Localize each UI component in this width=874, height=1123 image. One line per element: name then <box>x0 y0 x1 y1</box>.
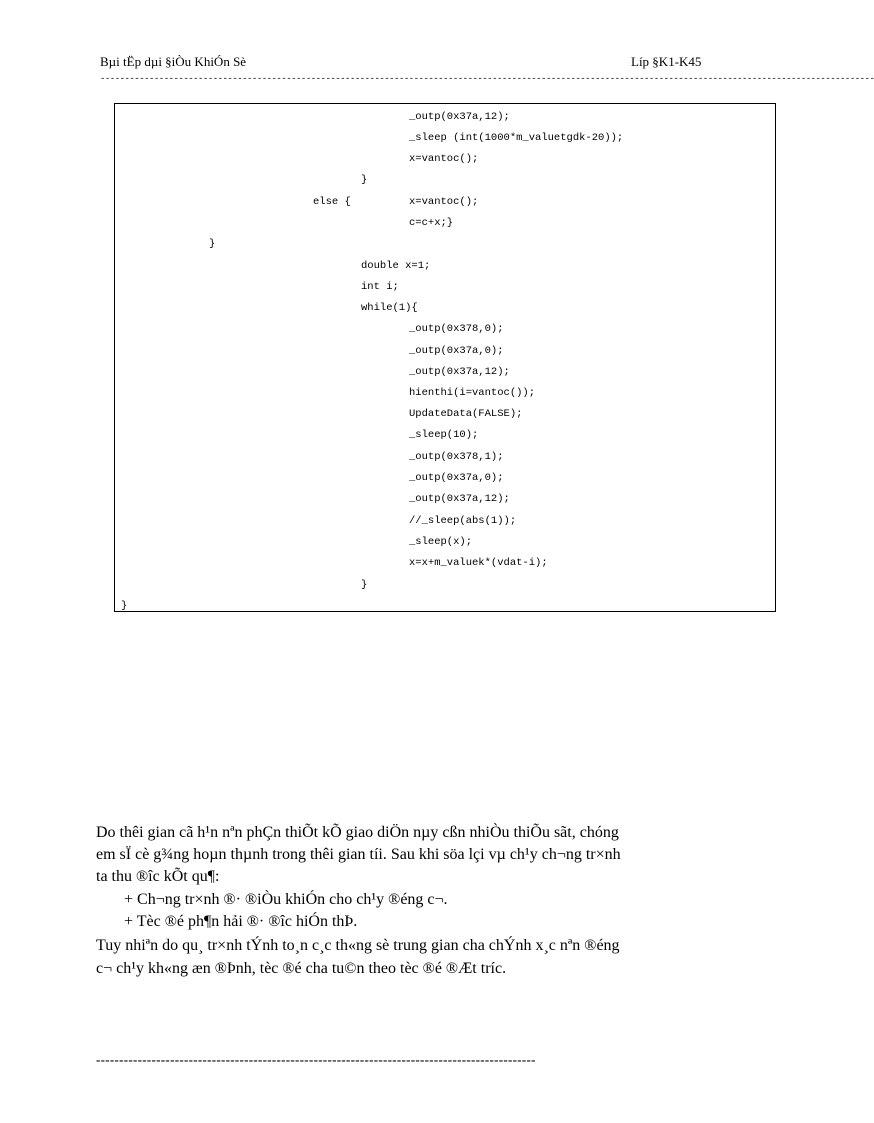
code-line: } <box>209 238 216 250</box>
code-line: _outp(0x37a,12); <box>409 493 510 505</box>
body-paragraph-line: ta thu ®îc kÕt qu¶: <box>96 868 220 885</box>
code-line: int i; <box>361 281 399 293</box>
code-line: x=vantoc(); <box>409 153 479 165</box>
code-line: _sleep(10); <box>409 429 479 441</box>
code-line: //_sleep(abs(1)); <box>409 515 517 527</box>
code-line: } <box>361 579 368 591</box>
code-line: while(1){ <box>361 302 418 314</box>
code-line: _outp(0x37a,12); <box>409 111 510 123</box>
result-item: + Ch¬ng tr×nh ®· ®iÒu khiÓn cho ch¹y ®éng c¬. <box>124 891 448 908</box>
code-line: c=c+x;} <box>409 217 454 229</box>
body-paragraph-line: Tuy nhiªn do qu¸ tr×nh tÝnh to¸n c¸c th«ng sè trung gian cha chÝnh x¸c nªn ®éng <box>96 937 620 954</box>
code-line: UpdateData(FALSE); <box>409 408 523 420</box>
code-line: double x=1; <box>361 260 431 272</box>
code-line: _sleep (int(1000*m_valuetgdk-20)); <box>409 132 624 144</box>
body-paragraph-line: Do thêi gian cã h¹n nªn phÇn thiÕt kÕ giao diÖn nµy cßn nhiÒu thiÕu sãt, chóng <box>96 824 619 841</box>
code-line: _outp(0x37a,12); <box>409 366 510 378</box>
header-class: Líp §K1-K45 <box>631 54 702 69</box>
code-line: } <box>361 174 368 186</box>
body-paragraph-line: c¬ ch¹y kh«ng æn ®Þnh, tèc ®é cha tu©n theo tèc ®é ®Æt tríc. <box>96 960 507 977</box>
code-line: _outp(0x37a,0); <box>409 472 504 484</box>
code-line: _outp(0x37a,0); <box>409 345 504 357</box>
code-line: hienthi(i=vantoc()); <box>409 387 536 399</box>
code-line: } <box>121 600 128 612</box>
code-line: else { <box>313 196 351 208</box>
header-divider: -------------------------------------------------------------------------------------------------------------------------------------------------------------- <box>100 74 874 84</box>
code-line: x=vantoc(); <box>409 196 479 208</box>
code-line: _outp(0x378,0); <box>409 323 504 335</box>
result-item: + Tèc ®é ph¶n hải ®· ®îc hiÓn thÞ. <box>124 913 358 930</box>
code-line: _outp(0x378,1); <box>409 451 504 463</box>
code-line: _sleep(x); <box>409 536 473 548</box>
footer-divider: ----------------------------------------------------------------------------------------------- <box>96 1052 536 1067</box>
body-paragraph-line: em sÏ cè g¾ng hoµn thµnh trong thêi gian tíi. Sau khi söa lçi vµ ch¹y ch¬ng tr×nh <box>96 846 621 863</box>
code-block <box>114 103 776 612</box>
header-title: Bµi tËp dµi §iÒu KhiÓn Sè <box>100 54 247 69</box>
code-line: x=x+m_valuek*(vdat-i); <box>409 557 548 569</box>
